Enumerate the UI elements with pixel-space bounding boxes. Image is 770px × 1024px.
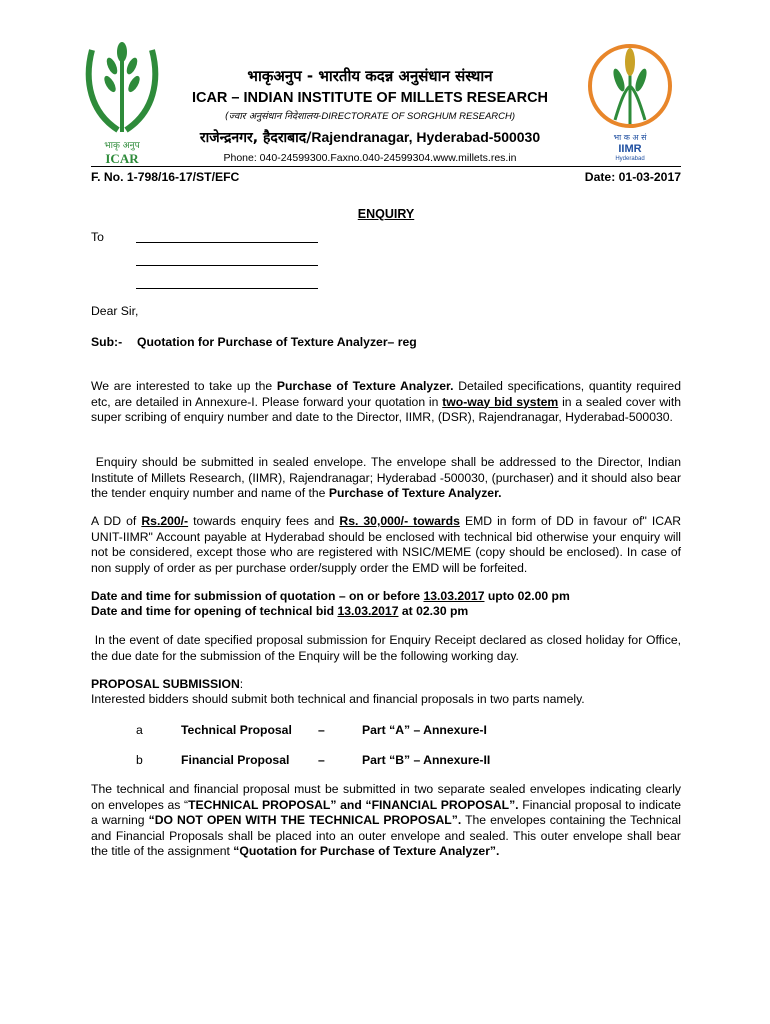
proposal-heading: PROPOSAL SUBMISSION: (91, 677, 244, 691)
iimr-logo-sub: Hyderabad (615, 156, 645, 162)
paragraph-holiday: In the event of date specified proposal submission for Enquiry Receipt declared as closed holiday for Office, the due date for the submission of the Enquiry will be the following working day. (91, 633, 682, 663)
header-hindi-title: भाकृअनुप - भारतीय कदन्न अनुसंधान संस्थान (247, 67, 493, 85)
iimr-logo-hindi: भा क अ सं (613, 133, 647, 142)
millet-emblem-icon (585, 40, 675, 132)
paragraph-envelopes: The technical and financial proposal must be submitted in two separate sealed envelopes indicating clearly on envelopes as “TECHNICAL PROPOSAL” and “FINANCIAL PROPOSAL”. Financial proposal to indicate a warning “DO NOT OPEN WITH THE TECHNICAL PROPOSAL”. The envelopes containing the Technical and Financial Proposals shall be placed into an outer envelope and sealed. This outer envelope shall bear the title of the assignment “Quotation for Purchase of Texture Analyzer”. (91, 782, 681, 858)
header-subtitle (160, 110, 580, 123)
iimr-logo (585, 40, 675, 166)
document-title: ENQUIRY (357, 207, 415, 221)
iimr-logo-text: IIMR (618, 143, 642, 155)
submission-date-line: Date and time for submission of quotation – on or before 13.03.2017 upto 02.00 pm (91, 589, 570, 603)
enquiry-fee: Rs.200/- (141, 514, 189, 528)
row-letter: a (136, 723, 143, 737)
file-number: F. No. 1-798/16-17/ST/EFC (91, 170, 240, 184)
header-address (160, 128, 580, 147)
row-part: Part “A” – Annexure-I (362, 723, 487, 737)
subtitle-hindi: (ज्वार अनुसंधान निदेशालय- (224, 111, 322, 122)
row-dash: – (318, 723, 325, 737)
address-line-2 (136, 265, 318, 266)
row-name: Financial Proposal (181, 753, 290, 767)
paragraph-envelope: Enquiry should be submitted in sealed envelope. The envelope shall be addressed to the Director, Indian Institute of Millets Research, (IIMR), Rajendranagar; Hyderabad -500030, (purchaser) and it should also bear the tender enquiry number and name of the Purchase of Texture Analyzer. (91, 455, 681, 500)
opening-date: 13.03.2017 (337, 604, 399, 618)
icar-logo (82, 40, 162, 166)
item-name: Purchase of Texture Analyzer. (276, 379, 454, 393)
document-date: Date: 01-03-2017 (584, 170, 681, 184)
paragraph-intro: We are interested to take up the Purchase of Texture Analyzer. Detailed specifications, quantity required etc, are detailed in Annexure-I. Please forward your quotation in two-way bid system in a sealed cover with super scribing of enquiry number and date to the Director, IIMR, (DSR), Rajendranagar, Hyderabad-500030. (91, 379, 682, 424)
subtitle-english: DIRECTORATE OF SORGHUM RESEARCH) (321, 111, 516, 122)
emd-amount: Rs. 30,000/- towards (339, 514, 460, 528)
proposal-intro: Interested bidders should submit both technical and financial proposals in two parts namely. (91, 692, 585, 706)
address-english: Rajendranagar, Hyderabad-500030 (311, 129, 541, 145)
to-label: To (91, 230, 104, 244)
icar-logo-text: ICAR (105, 151, 139, 166)
header-divider (91, 166, 681, 167)
row-part: Part “B” – Annexure-II (362, 753, 491, 767)
subject-text: Quotation for Purchase of Texture Analyzer– reg (137, 335, 417, 349)
header-english-title: ICAR – INDIAN INSTITUTE OF MILLETS RESEARCH (191, 90, 549, 106)
submission-date: 13.03.2017 (423, 589, 485, 603)
address-hindi: राजेन्द्रनगर, हैदराबाद/ (199, 130, 312, 146)
row-dash: – (318, 753, 325, 767)
row-name: Technical Proposal (181, 723, 292, 737)
item-name: Purchase of Texture Analyzer. (328, 486, 502, 500)
proposal-row (0, 723, 770, 739)
icar-logo-hindi: भाकृ अनुप (104, 141, 140, 151)
proposal-row (0, 753, 770, 769)
opening-date-line: Date and time for opening of technical bid 13.03.2017 at 02.30 pm (91, 604, 469, 618)
bid-system: two-way bid system (442, 394, 559, 409)
address-line-1 (136, 242, 318, 243)
paragraph-dd: A DD of Rs.200/- towards enquiry fees and Rs. 30,000/- towards EMD in form of DD in favour of" ICAR UNIT-IIMR" Account payable at Hyderabad should be enclosed with technical bid otherwise your enquiry will not be considered, except those who are registered with NSIC/MEME (copy should be enclosed). In case of non supply of order as per purchase order/supply order the EMD will be forfeited. (91, 514, 682, 575)
subject-label: Sub:- (91, 335, 123, 349)
header-contact: Phone: 040-24599300.Faxno.040-24599304.www.millets.res.in (223, 152, 517, 164)
wheat-emblem-icon (82, 40, 162, 136)
row-letter: b (136, 753, 143, 767)
address-line-3 (136, 288, 318, 289)
salutation: Dear Sir, (91, 304, 139, 318)
